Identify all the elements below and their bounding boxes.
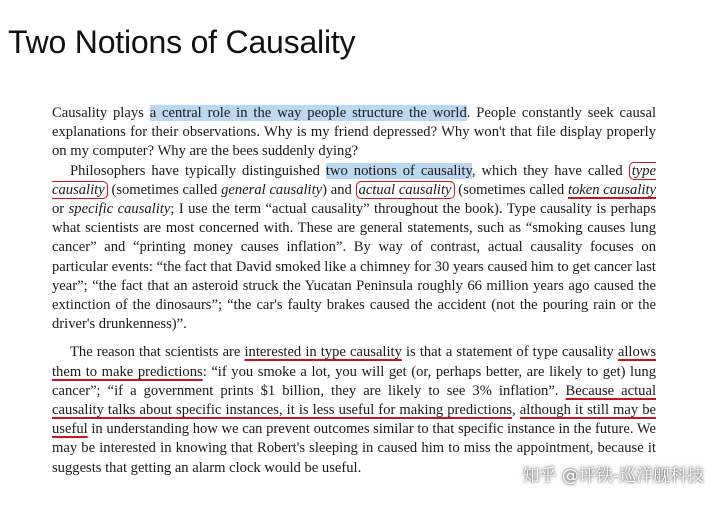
paragraph-2-text: or: [52, 201, 69, 218]
paragraph-2-text: ) and: [322, 181, 356, 198]
paragraph-1: [52, 104, 656, 162]
paragraph-2-text: (sometimes called: [107, 181, 222, 198]
paragraph-3: [52, 343, 656, 477]
underline-still-useful: although it still may be useful: [52, 402, 657, 438]
paragraph-2-text: (sometimes called: [454, 181, 568, 198]
paragraph-2-text: ; I use the term “actual causality” throughout the book). Type causality is perhaps what scientists are most concerned with. These are general statements, such as “smoking causes lung cancer” and “printing money causes inflation”. By way of contrast, actual causality focuses on particular events: “the fact that David smoked like a chimney for 30 years caused him to get cancer last year”; “the fact that an asteroid struck the Yucatan Peninsula roughly 66 million years ago caused the extinction of the dinosaurs”; “the car's faulty brakes caused the accident (not the pouring rain or the driver's drunkenness)”.: [52, 201, 656, 333]
slide-title: Two Notions of Causality: [8, 24, 356, 60]
paragraph-2-text: , which they have called: [471, 162, 629, 179]
term-token-causality: token causality: [567, 181, 656, 198]
book-excerpt: [52, 104, 656, 478]
highlight-two-notions: two notions of causality: [325, 162, 472, 179]
underline-make-predictions: allows them to make predictions: [52, 344, 656, 380]
paragraph-3-text: The reason that scientists are: [70, 344, 245, 361]
paragraph-3-text: ,: [512, 402, 520, 419]
paragraph-2: [52, 162, 656, 335]
underline-less-useful: Because actual causality talks about specific instances, it is less useful for making predictions: [52, 382, 656, 419]
paragraph-3-text: in understanding how we can prevent outcomes similar to that specific instance in the future. We may be interested in knowing that Robert's sleeping in caused him to miss the appointment, because it suggests that getting an alarm clock would be useful.: [52, 421, 656, 476]
underline-interested-type-causality: interested in type causality: [244, 344, 402, 361]
paragraph-3-text: is that a statement of type causality: [401, 344, 618, 361]
term-specific-causality: specific causality: [68, 201, 171, 218]
term-general-causality: general causality: [221, 181, 323, 198]
highlight-central-role: a central role in the way people structure the world: [149, 105, 467, 121]
boxed-term-type-causality: type causality: [52, 162, 657, 198]
paragraph-1-text: . People constantly seek causal explanations for their observations. Why is my friend depressed? Why won't that file display properly on my computer? Why are the bees suddenly dying?: [52, 105, 656, 160]
paragraph-2-text: Philosophers have typically distinguished: [70, 162, 326, 179]
paragraph-3-text: : “if you smoke a lot, you will get (or, perhaps better, are likely to get) lung cancer”; “if a government prints $1 billion, they are likely to see 3% inflation”.: [52, 363, 656, 399]
watermark: 知乎 @评铁-巡洋舰科技: [522, 466, 704, 486]
paragraph-1-text: Causality plays: [52, 105, 150, 121]
boxed-term-actual-causality: actual causality: [356, 181, 455, 199]
